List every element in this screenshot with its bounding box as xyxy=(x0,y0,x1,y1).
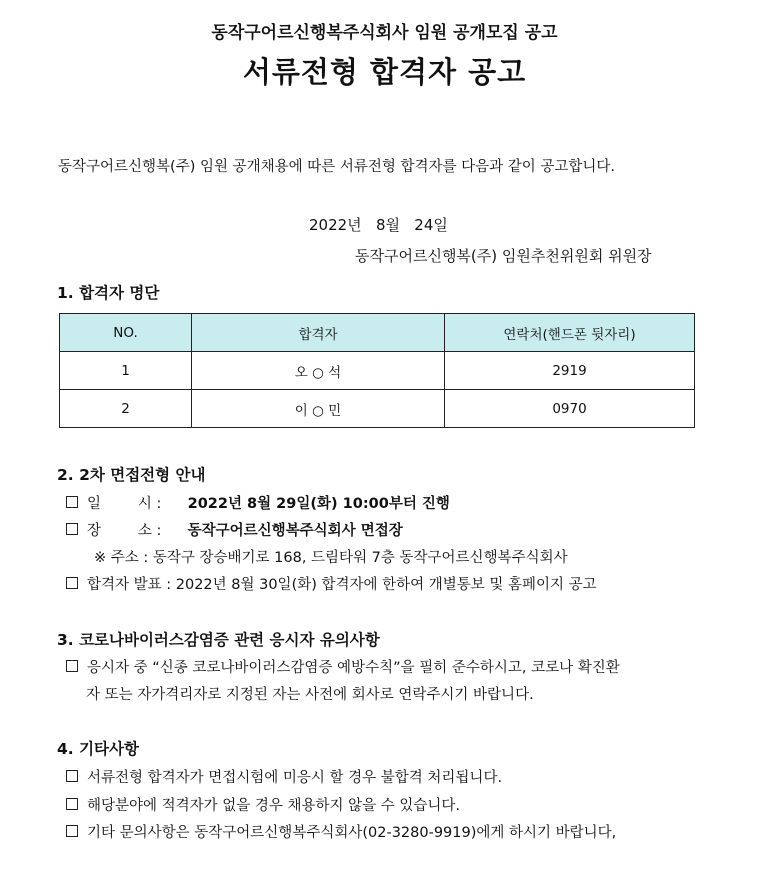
cell-name: 이 ○ 민 xyxy=(192,390,445,428)
section-2-heading: 2. 2차 면접전형 안내 xyxy=(57,466,206,484)
checkbox-square-icon xyxy=(66,660,78,672)
column-header-phone: 연락처(핸드폰 뒷자리) xyxy=(445,314,695,352)
checkbox-square-icon xyxy=(66,798,78,810)
covid-notice-line-1 xyxy=(66,656,620,677)
cell-phone: 0970 xyxy=(445,390,695,428)
checkbox-square-icon xyxy=(66,770,78,782)
signer: 동작구어르신행복(주) 임원추천위원회 위원장 xyxy=(355,247,652,265)
datetime-value: 2022년 8월 29일(화) 10:00부터 진행 xyxy=(187,496,450,512)
section-4-heading: 4. 기타사항 xyxy=(57,740,139,758)
checkbox-square-icon xyxy=(66,496,78,508)
list-item xyxy=(66,766,502,787)
table-row xyxy=(60,352,695,390)
table-row xyxy=(60,390,695,428)
cell-phone: 2919 xyxy=(445,352,695,390)
covid-notice-text-1: 응시자 중 “신종 코로나바이러스감염증 예방수칙”을 필히 준수하시고, 코로나 확진환 xyxy=(87,660,620,676)
announce-text: 합격자 발표 : 2022년 8월 30일(화) 합격자에 한하여 개별통보 및 홈페이지 공고 xyxy=(87,577,597,593)
misc-item-text: 기타 문의사항은 동작구어르신행복주식회사(02-3280-9919)에게 하시기 바랍니다, xyxy=(87,825,617,841)
column-header-name: 합격자 xyxy=(192,314,445,352)
section-1-heading: 1. 합격자 명단 xyxy=(57,284,160,302)
cell-no: 1 xyxy=(60,352,192,390)
cell-no: 2 xyxy=(60,390,192,428)
covid-notice-line-2: 자 또는 자가격리자로 지정된 자는 사전에 회사로 연락주시기 바랍니다. xyxy=(86,687,534,703)
page-title: 서류전형 합격자 공고 xyxy=(242,55,527,89)
cell-name: 오 ○ 석 xyxy=(192,352,445,390)
place-label: 장 소 : xyxy=(87,523,162,539)
list-item xyxy=(66,821,616,842)
interview-place-line xyxy=(66,519,403,540)
announcement-date: 2022년 8월 24일 xyxy=(309,216,448,234)
datetime-label: 일 시 : xyxy=(87,496,162,512)
announce-line xyxy=(66,573,597,594)
interview-datetime-line xyxy=(66,492,450,513)
misc-item-text: 해당분야에 적격자가 없을 경우 채용하지 않을 수 있습니다. xyxy=(87,798,461,814)
intro-text: 동작구어르신행복(주) 임원 공개채용에 따른 서류전형 합격자를 다음과 같이 공고합니다. xyxy=(58,159,616,175)
checkbox-square-icon xyxy=(66,577,78,589)
passer-table xyxy=(59,313,695,428)
place-value: 동작구어르신행복주식회사 면접장 xyxy=(187,523,403,539)
table-header-row xyxy=(60,314,695,352)
column-header-no: NO. xyxy=(60,314,192,352)
list-item xyxy=(66,794,460,815)
organization-line: 동작구어르신행복주식회사 임원 공개모집 공고 xyxy=(211,23,558,43)
address-note: ※ 주소 : 동작구 장승배기로 168, 드림타워 7층 동작구어르신행복주식회사 xyxy=(94,550,568,566)
checkbox-square-icon xyxy=(66,523,78,535)
misc-item-text: 서류전형 합격자가 면접시험에 미응시 할 경우 불합격 처리됩니다. xyxy=(87,770,503,786)
section-3-heading: 3. 코로나바이러스감염증 관련 응시자 유의사항 xyxy=(57,631,380,649)
checkbox-square-icon xyxy=(66,825,78,837)
